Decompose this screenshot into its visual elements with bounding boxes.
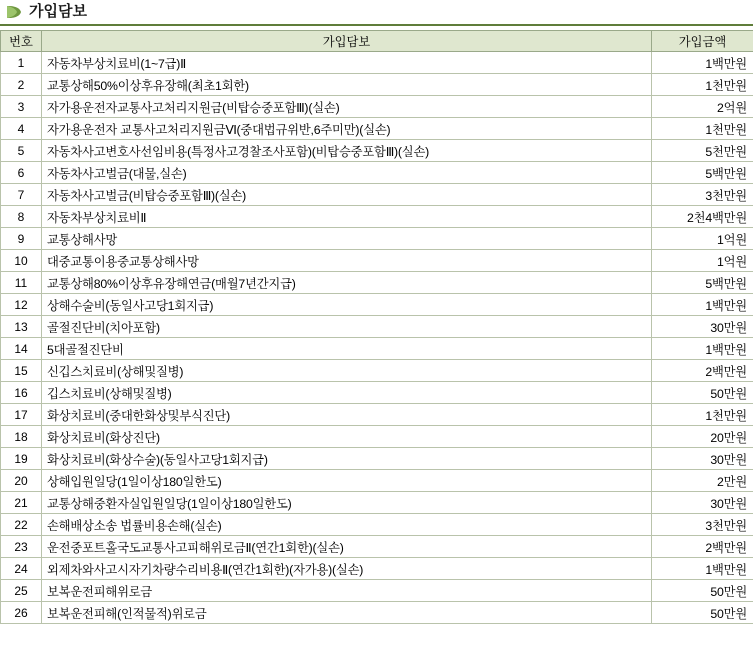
cell-coverage-amount: 3천만원 — [652, 514, 753, 536]
cell-no: 15 — [1, 360, 42, 382]
page-title-bar — [0, 0, 753, 26]
table-row — [1, 470, 753, 492]
cell-no: 3 — [1, 96, 42, 118]
cell-coverage-name: 교통상해중환자실입원일당(1일이상180일한도) — [42, 492, 652, 514]
table-row — [1, 96, 753, 118]
table-header — [1, 31, 753, 52]
cell-coverage-name: 자동차부상치료비Ⅱ — [42, 206, 652, 228]
table-row — [1, 206, 753, 228]
cell-coverage-name: 5대골절진단비 — [42, 338, 652, 360]
cell-coverage-amount: 50만원 — [652, 580, 753, 602]
cell-coverage-name: 외제차와사고시자기차량수리비용Ⅱ(연간1회한)(자가용)(실손) — [42, 558, 652, 580]
table-row — [1, 162, 753, 184]
cell-coverage-amount: 1천만원 — [652, 404, 753, 426]
cell-no: 4 — [1, 118, 42, 140]
cell-coverage-name: 보복운전피해(인적물적)위로금 — [42, 602, 652, 624]
cell-no: 11 — [1, 272, 42, 294]
cell-coverage-amount: 1천만원 — [652, 74, 753, 96]
cell-no: 21 — [1, 492, 42, 514]
cell-coverage-name: 교통상해50%이상후유장해(최초1회한) — [42, 74, 652, 96]
table-header-row — [1, 31, 753, 52]
cell-coverage-amount: 1억원 — [652, 228, 753, 250]
table-row — [1, 338, 753, 360]
cell-coverage-amount: 5백만원 — [652, 272, 753, 294]
cell-no: 23 — [1, 536, 42, 558]
cell-coverage-amount: 20만원 — [652, 426, 753, 448]
table-row — [1, 228, 753, 250]
cell-coverage-amount: 5백만원 — [652, 162, 753, 184]
cell-coverage-name: 보복운전피해위로금 — [42, 580, 652, 602]
table-row — [1, 404, 753, 426]
cell-coverage-name: 골절진단비(치아포함) — [42, 316, 652, 338]
cell-coverage-name: 화상치료비(화상수술)(동일사고당1회지급) — [42, 448, 652, 470]
cell-no: 22 — [1, 514, 42, 536]
cell-coverage-amount: 50만원 — [652, 602, 753, 624]
page-title: 가입담보 — [29, 3, 87, 20]
cell-no: 14 — [1, 338, 42, 360]
cell-coverage-amount: 1백만원 — [652, 338, 753, 360]
cell-coverage-amount: 1백만원 — [652, 558, 753, 580]
cell-coverage-amount: 30만원 — [652, 448, 753, 470]
cell-no: 25 — [1, 580, 42, 602]
cell-no: 20 — [1, 470, 42, 492]
cell-coverage-name: 운전중포트홀국도교통사고피해위로금Ⅱ(연간1회한)(실손) — [42, 536, 652, 558]
table-row — [1, 426, 753, 448]
cell-coverage-amount: 1억원 — [652, 250, 753, 272]
cell-coverage-amount: 1백만원 — [652, 294, 753, 316]
table-row — [1, 184, 753, 206]
cell-no: 13 — [1, 316, 42, 338]
cell-no: 1 — [1, 52, 42, 74]
cell-coverage-name: 자동차사고벌금(비탑승중포함Ⅲ)(실손) — [42, 184, 652, 206]
cell-no: 6 — [1, 162, 42, 184]
cell-coverage-amount: 2억원 — [652, 96, 753, 118]
cell-no: 8 — [1, 206, 42, 228]
table-row — [1, 580, 753, 602]
table-row — [1, 448, 753, 470]
cell-no: 24 — [1, 558, 42, 580]
cell-coverage-amount: 1천만원 — [652, 118, 753, 140]
cell-coverage-name: 화상치료비(화상진단) — [42, 426, 652, 448]
cell-coverage-amount: 30만원 — [652, 492, 753, 514]
cell-coverage-name: 상해입원일당(1일이상180일한도) — [42, 470, 652, 492]
cell-coverage-name: 손해배상소송 법률비용손해(실손) — [42, 514, 652, 536]
cell-coverage-amount: 30만원 — [652, 316, 753, 338]
table-row — [1, 360, 753, 382]
table-row — [1, 382, 753, 404]
leaf-bullet-icon — [6, 4, 22, 20]
cell-no: 12 — [1, 294, 42, 316]
cell-coverage-name: 자가용운전자 교통사고처리지원금Ⅵ(중대법규위반,6주미만)(실손) — [42, 118, 652, 140]
coverage-table — [0, 30, 753, 624]
table-row — [1, 118, 753, 140]
table-row — [1, 602, 753, 624]
cell-coverage-amount: 3천만원 — [652, 184, 753, 206]
table-row — [1, 250, 753, 272]
cell-no: 9 — [1, 228, 42, 250]
cell-coverage-name: 화상치료비(중대한화상및부식진단) — [42, 404, 652, 426]
table-row — [1, 536, 753, 558]
cell-coverage-amount: 50만원 — [652, 382, 753, 404]
cell-coverage-amount: 1백만원 — [652, 52, 753, 74]
cell-coverage-name: 상해수술비(동일사고당1회지급) — [42, 294, 652, 316]
cell-no: 18 — [1, 426, 42, 448]
cell-no: 7 — [1, 184, 42, 206]
cell-no: 16 — [1, 382, 42, 404]
table-row — [1, 294, 753, 316]
cell-coverage-name: 교통상해사망 — [42, 228, 652, 250]
cell-no: 2 — [1, 74, 42, 96]
cell-coverage-amount: 2천4백만원 — [652, 206, 753, 228]
cell-no: 26 — [1, 602, 42, 624]
cell-coverage-amount: 2백만원 — [652, 360, 753, 382]
cell-coverage-amount: 2만원 — [652, 470, 753, 492]
cell-coverage-name: 자동차부상치료비(1~7급)Ⅱ — [42, 52, 652, 74]
cell-coverage-name: 자동차사고변호사선임비용(특정사고경찰조사포함)(비탑승중포함Ⅲ)(실손) — [42, 140, 652, 162]
cell-no: 10 — [1, 250, 42, 272]
table-row — [1, 558, 753, 580]
column-header-no: 번호 — [1, 31, 42, 52]
cell-no: 17 — [1, 404, 42, 426]
cell-coverage-name: 교통상해80%이상후유장해연금(매월7년간지급) — [42, 272, 652, 294]
cell-coverage-name: 깁스치료비(상해및질병) — [42, 382, 652, 404]
column-header-coverage: 가입담보 — [42, 31, 652, 52]
cell-coverage-amount: 2백만원 — [652, 536, 753, 558]
cell-coverage-name: 자가용운전자교통사고처리지원금(비탑승중포함Ⅲ)(실손) — [42, 96, 652, 118]
table-row — [1, 52, 753, 74]
table-row — [1, 316, 753, 338]
column-header-amount: 가입금액 — [652, 31, 753, 52]
table-body — [1, 52, 753, 624]
cell-coverage-name: 신깁스치료비(상해및질병) — [42, 360, 652, 382]
cell-coverage-amount: 5천만원 — [652, 140, 753, 162]
cell-no: 19 — [1, 448, 42, 470]
table-row — [1, 74, 753, 96]
table-row — [1, 272, 753, 294]
table-row — [1, 514, 753, 536]
cell-no: 5 — [1, 140, 42, 162]
table-row — [1, 492, 753, 514]
cell-coverage-name: 자동차사고벌금(대물,실손) — [42, 162, 652, 184]
table-row — [1, 140, 753, 162]
cell-coverage-name: 대중교통이용중교통상해사망 — [42, 250, 652, 272]
